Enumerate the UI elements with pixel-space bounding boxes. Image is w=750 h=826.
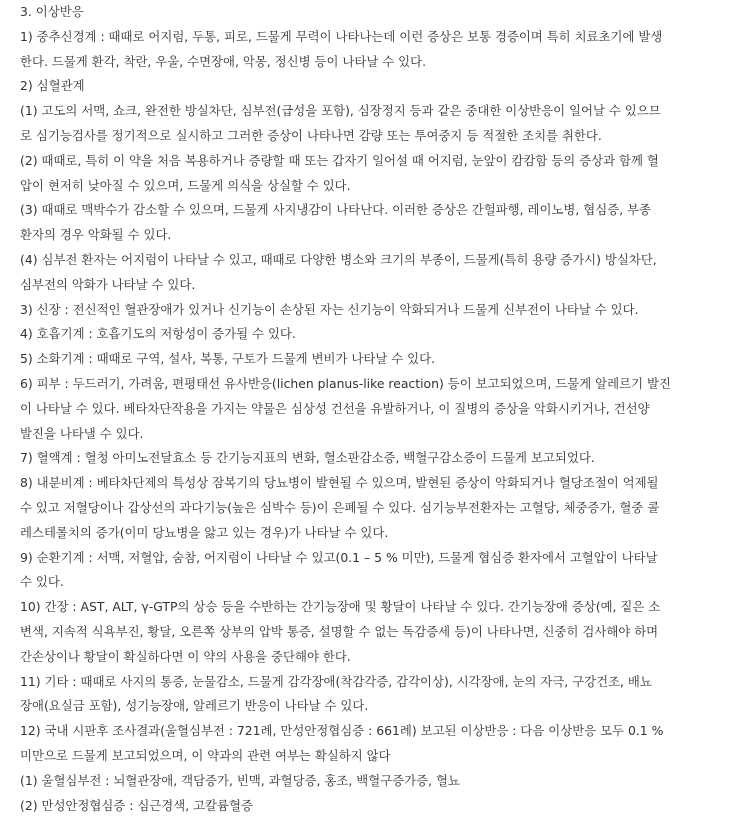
text-line: 1) 중추신경계 : 때때로 어지럼, 두통, 피로, 드물게 무력이 나타나는데 이런 증상은 보통 경증이며 특히 치료초기에 발생 — [20, 28, 663, 44]
text-line: 3) 신장 : 전신적인 혈관장애가 있거나 신기능이 손상된 자는 신기능이 악화되거나 드물게 신부전이 나타날 수 있다. — [20, 301, 639, 317]
text-line: 로 심기능검사를 정기적으로 실시하고 그러한 증상이 나타나면 감량 또는 투여중지 등 적절한 조치를 취한다. — [20, 127, 602, 143]
text-line: (4) 심부전 환자는 어지럼이 나타날 수 있고, 때때로 다양한 병소와 크기의 부종이, 드물게(특히 용량 증가시) 방실차단, — [20, 251, 657, 267]
document-body — [20, 0, 725, 818]
text-line: (1) 울혈심부전 : 뇌혈관장애, 객담증가, 빈맥, 과혈당증, 홍조, 백혈구증가증, 혈뇨 — [20, 772, 460, 788]
text-line: (3) 때때로 맥박수가 감소할 수 있으며, 드물게 사지냉감이 나타난다. 이러한 증상은 간헐파행, 레이노병, 협심증, 부종 — [20, 202, 652, 218]
text-line: (2) 때때로, 특히 이 약을 처음 복용하거나 증량할 때 또는 갑자기 일어설 때 어지럼, 눈앞이 캄캄함 등의 증상과 함께 혈 — [20, 152, 659, 168]
text-line: 변색, 지속적 식욕부진, 황달, 오른쪽 상부의 압박 통증, 설명할 수 없는 독감증세 등)이 나타나면, 신중히 검사해야 하며 — [20, 623, 659, 639]
text-line: 9) 순환기계 : 서맥, 저혈압, 숨참, 어지럼이 나타날 수 있고(0.1 – 5 % 미만), 드물게 협심증 환자에서 고혈압이 나타날 — [20, 549, 658, 565]
text-line: 8) 내분비계 : 베타차단제의 특성상 잠복기의 당뇨병이 발현될 수 있으며, 발현된 증상이 악화되거나 혈당조절이 억제될 — [20, 475, 659, 491]
text-line: (2) 만성안정협심증 : 심근경색, 고칼륨혈증 — [20, 797, 253, 813]
text-line: 11) 기타 : 때때로 사지의 통증, 눈물감소, 드물게 감각장애(착감각증, 감각이상), 시각장애, 눈의 자극, 구강건조, 배뇨 — [20, 673, 652, 689]
text-line: 미만으로 드물게 보고되었으며, 이 약과의 관련 여부는 확실하지 않다 — [20, 747, 391, 763]
text-line: 6) 피부 : 두드러기, 가려움, 편평태선 유사반응(lichen planus-like reaction) 등이 보고되었으며, 드물게 알레르기 발진 — [20, 375, 671, 391]
text-line: 한다. 드물게 환각, 착란, 우울, 수면장애, 악몽, 정신병 등이 나타날 수 있다. — [20, 53, 427, 69]
text-line: 환자의 경우 악화될 수 있다. — [20, 227, 172, 243]
text-line: 12) 국내 시판후 조사결과(울혈심부전 : 721례, 만성안정협심증 : 661례) 보고된 이상반응 : 다음 이상반응 모두 0.1 % — [20, 723, 664, 739]
text-line: 간손상이나 황달이 확실하다면 이 약의 사용을 중단해야 한다. — [20, 648, 351, 664]
text-line: 압이 현저히 낮아질 수 있으며, 드물게 의식을 상실할 수 있다. — [20, 177, 351, 193]
text-line: 10) 간장 : AST, ALT, γ-GTP의 상승 등을 수반하는 간기능장애 및 황달이 나타날 수 있다. 간기능장애 증상(예, 짙은 소 — [20, 599, 661, 615]
text-line: 발진을 나타낼 수 있다. — [20, 425, 144, 441]
text-line: 심부전의 악화가 나타날 수 있다. — [20, 276, 196, 292]
text-line: 장애(요실금 포함), 성기능장애, 알레르기 반응이 나타날 수 있다. — [20, 698, 369, 714]
text-line: 4) 호흡기계 : 호흡기도의 저항성이 증가될 수 있다. — [20, 326, 296, 342]
text-line: 이 나타날 수 있다. 베타차단작용을 가지는 약물은 심상성 건선을 유발하거나, 이 질병의 증상을 악화시키거나, 건선양 — [20, 400, 650, 416]
text-line: 레스테롤치의 증가(이미 당뇨병을 앓고 있는 경우)가 나타날 수 있다. — [20, 524, 389, 540]
text-line: 2) 심혈관계 — [20, 78, 85, 94]
text-line: (1) 고도의 서맥, 쇼크, 완전한 방실차단, 심부전(급성을 포함), 심장정지 등과 같은 중대한 이상반응이 일어날 수 있으므 — [20, 103, 661, 119]
text-line: 7) 혈액계 : 혈청 아미노전달효소 등 간기능지표의 변화, 혈소판감소증, 백혈구감소증이 드물게 보고되었다. — [20, 450, 595, 466]
text-line: 3. 이상반응 — [20, 4, 84, 19]
text-line: 수 있고 저혈당이나 갑상선의 과다기능(높은 심박수 등)이 은폐될 수 있다. 심기능부전환자는 고혈당, 체중증가, 혈중 콜 — [20, 499, 660, 515]
text-line: 5) 소화기계 : 때때로 구역, 설사, 복통, 구토가 드물게 변비가 나타날 수 있다. — [20, 351, 436, 367]
text-line: 수 있다. — [20, 574, 64, 590]
